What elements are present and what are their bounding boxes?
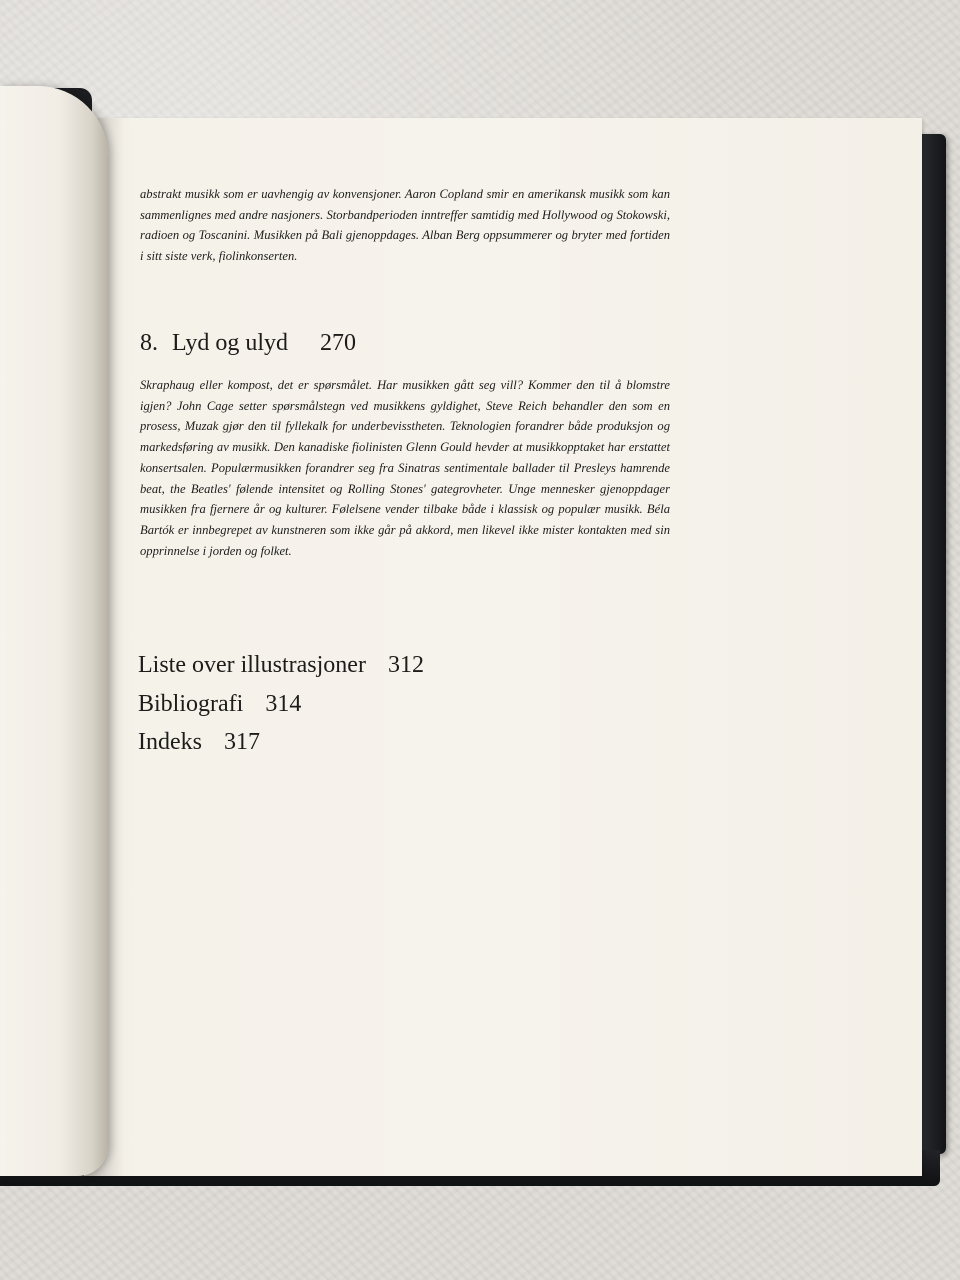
chapter-title: Lyd og ulyd bbox=[172, 330, 289, 356]
back-matter-page: 312 bbox=[387, 652, 424, 678]
back-matter-item bbox=[138, 685, 424, 724]
back-matter-title: Liste over illustrasjoner bbox=[138, 652, 366, 678]
back-matter-item bbox=[138, 646, 424, 685]
chapter-heading bbox=[140, 326, 356, 360]
back-matter-list bbox=[138, 646, 424, 762]
chapter-summary: Skraphaug eller kompost, det er spørsmålet. Har musikken gått seg vill? Kommer den til å blomstre igjen? John Cage setter spørsmålstegn ved musikkens gyldighet, Steve Reich behandler den som en prosess, Muzak gjør den til fyllekalk for underbevisstheten. Teknologien forandrer både produksjon og markedsføring av musikk. Den kanadiske fiolinisten Glenn Gould hevder at musikkopptaket har erstattet konsertsalen. Populærmusikken forandrer seg fra Sinatras sentimentale ballader til Presleys hamrende beat, the Beatles' følende intensitet og Rolling Stones' gategrovheter. Unge mennesker gjenoppdager musikken fra fjernere år og kulturer. Følelsene vender tilbake både i klassisk og populær musikk. Béla Bartók er innbegrepet av kunstneren som ikke går på akkord, men likevel ikke mister kontakten med sin opprinnelse i jorden og folket. bbox=[140, 378, 670, 558]
chapter-number: 8. bbox=[140, 330, 158, 356]
back-matter-page: 314 bbox=[265, 690, 302, 717]
back-matter-page: 317 bbox=[223, 729, 260, 755]
back-matter-title: Bibliografi bbox=[138, 690, 244, 717]
back-matter-item bbox=[138, 723, 424, 762]
intro-paragraph: abstrakt musikk som er uavhengig av konvensjoner. Aaron Copland smir en amerikansk musikk som kan sammenlignes med andre nasjoners. Storbandperioden inntreffer samtidig med Hollywood og Stokowski, radioen og Toscanini. Musikken på Bali gjenoppdages. Alban Berg oppsummerer og bryter med fortiden i sitt siste verk, fiolinkonserten. bbox=[140, 187, 670, 264]
left-page-edge bbox=[0, 86, 108, 1176]
back-matter-title: Indeks bbox=[138, 729, 202, 755]
chapter-page-number: 270 bbox=[320, 330, 357, 356]
